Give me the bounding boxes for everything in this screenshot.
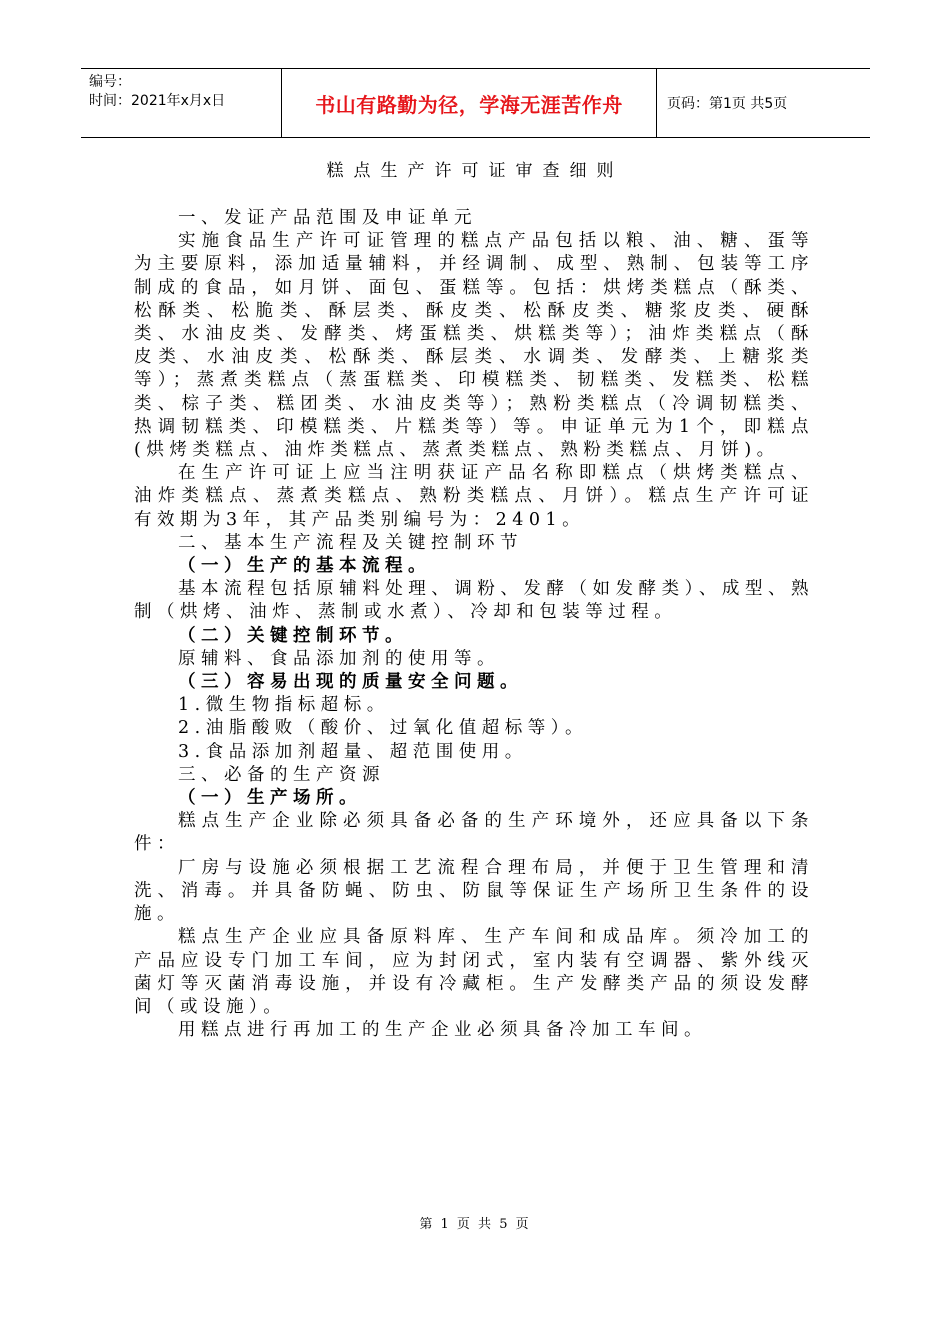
header-page-info: 页码：第1页 共5页 (667, 96, 788, 112)
subsection-heading: （一）生产的基本流程。 (178, 556, 431, 577)
page-footer-number: 第 1 页 共 5 页 (419, 1217, 531, 1232)
body-paragraph: 厂房与设施必须根据工艺流程合理布局，并便于卫生管理和清洗、消毒。并具备防蝇、防虫、防鼠等保证生产场所卫生条件的设施。 (134, 857, 814, 925)
section-heading: 三、必备的生产资源 (178, 764, 385, 785)
document-number-label: 编号： (89, 74, 131, 90)
body-paragraph: 原辅料、食品添加剂的使用等。 (178, 648, 500, 669)
header-meta (81, 69, 282, 137)
page-header (81, 68, 870, 138)
body-paragraph: 用糕点进行再加工的生产企业必须具备冷加工车间。 (178, 1020, 707, 1041)
list-item: 1.微生物指标超标。 (178, 695, 390, 716)
section-heading: 二、基本生产流程及关键控制环节 (178, 532, 523, 553)
section-heading: 一、发证产品范围及申证单元 (178, 208, 477, 228)
subsection-heading: （二）关键控制环节。 (178, 625, 408, 646)
body-paragraph: 在生产许可证上应当注明获证产品名称即糕点（烘烤类糕点、油炸类糕点、蒸煮类糕点、熟粉类糕点、月饼）。糕点生产许可证有效期为3年，其产品类别编号为：2401。 (134, 463, 814, 530)
header-motto: 书山有路勤为径，学海无涯苦作舟 (282, 69, 657, 137)
list-item: 2.油脂酸败（酸价、过氧化值超标等）。 (178, 718, 588, 739)
subsection-heading: （三）容易出现的质量安全问题。 (178, 672, 523, 693)
body-paragraph: 基本流程包括原辅料处理、调粉、发酵（如发酵类）、成型、熟制（烘烤、油炸、蒸制或水煮）、冷却和包装等过程。 (134, 579, 814, 623)
document-title: 糕点生产许可证审查细则 (326, 161, 624, 181)
body-paragraph: 实施食品生产许可证管理的糕点产品包括以粮、油、糖、蛋等为主要原料，添加适量辅料，并经调制、成型、熟制、包装等工序制成的食品，如月饼、面包、蛋糕等。包括：烘烤类糕点（酥类、松酥类、松脆类、酥层类、酥皮类、松酥皮类、糖浆皮类、硬酥类、水油皮类、发酵类、烤蛋糕类、烘糕类等）；油炸类糕点（酥皮类、水油皮类、松酥类、酥层类、水调类、发酵类、上糖浆类等）；蒸煮类糕点（蒸蛋糕类、印模糕类、韧糕类、发糕类、松糕类、棕子类、糕团类、水油皮类等）；熟粉类糕点（冷调韧糕类、热调韧糕类、印模糕类、片糕类等）等。申证单元为1个，即糕点(烘烤类糕点、油炸类糕点、蒸煮类糕点、熟粉类糕点、月饼)。 (134, 231, 814, 461)
document-date-label: 时间：2021年x月x日 (89, 93, 226, 109)
list-item: 3.食品添加剂超量、超范围使用。 (178, 741, 528, 762)
document-body (134, 207, 814, 1042)
body-paragraph: 糕点生产企业应具备原料库、生产车间和成品库。须冷加工的产品应设专门加工车间，应为封闭式，室内装有空调器、紫外线灭菌灯等灭菌消毒设施，并设有冷藏柜。生产发酵类产品的须设发酵间（或设施）。 (134, 927, 814, 1017)
subsection-heading: （一）生产场所。 (178, 788, 362, 809)
body-paragraph: 糕点生产企业除必须具备必备的生产环境外，还应具备以下条件： (134, 811, 814, 855)
